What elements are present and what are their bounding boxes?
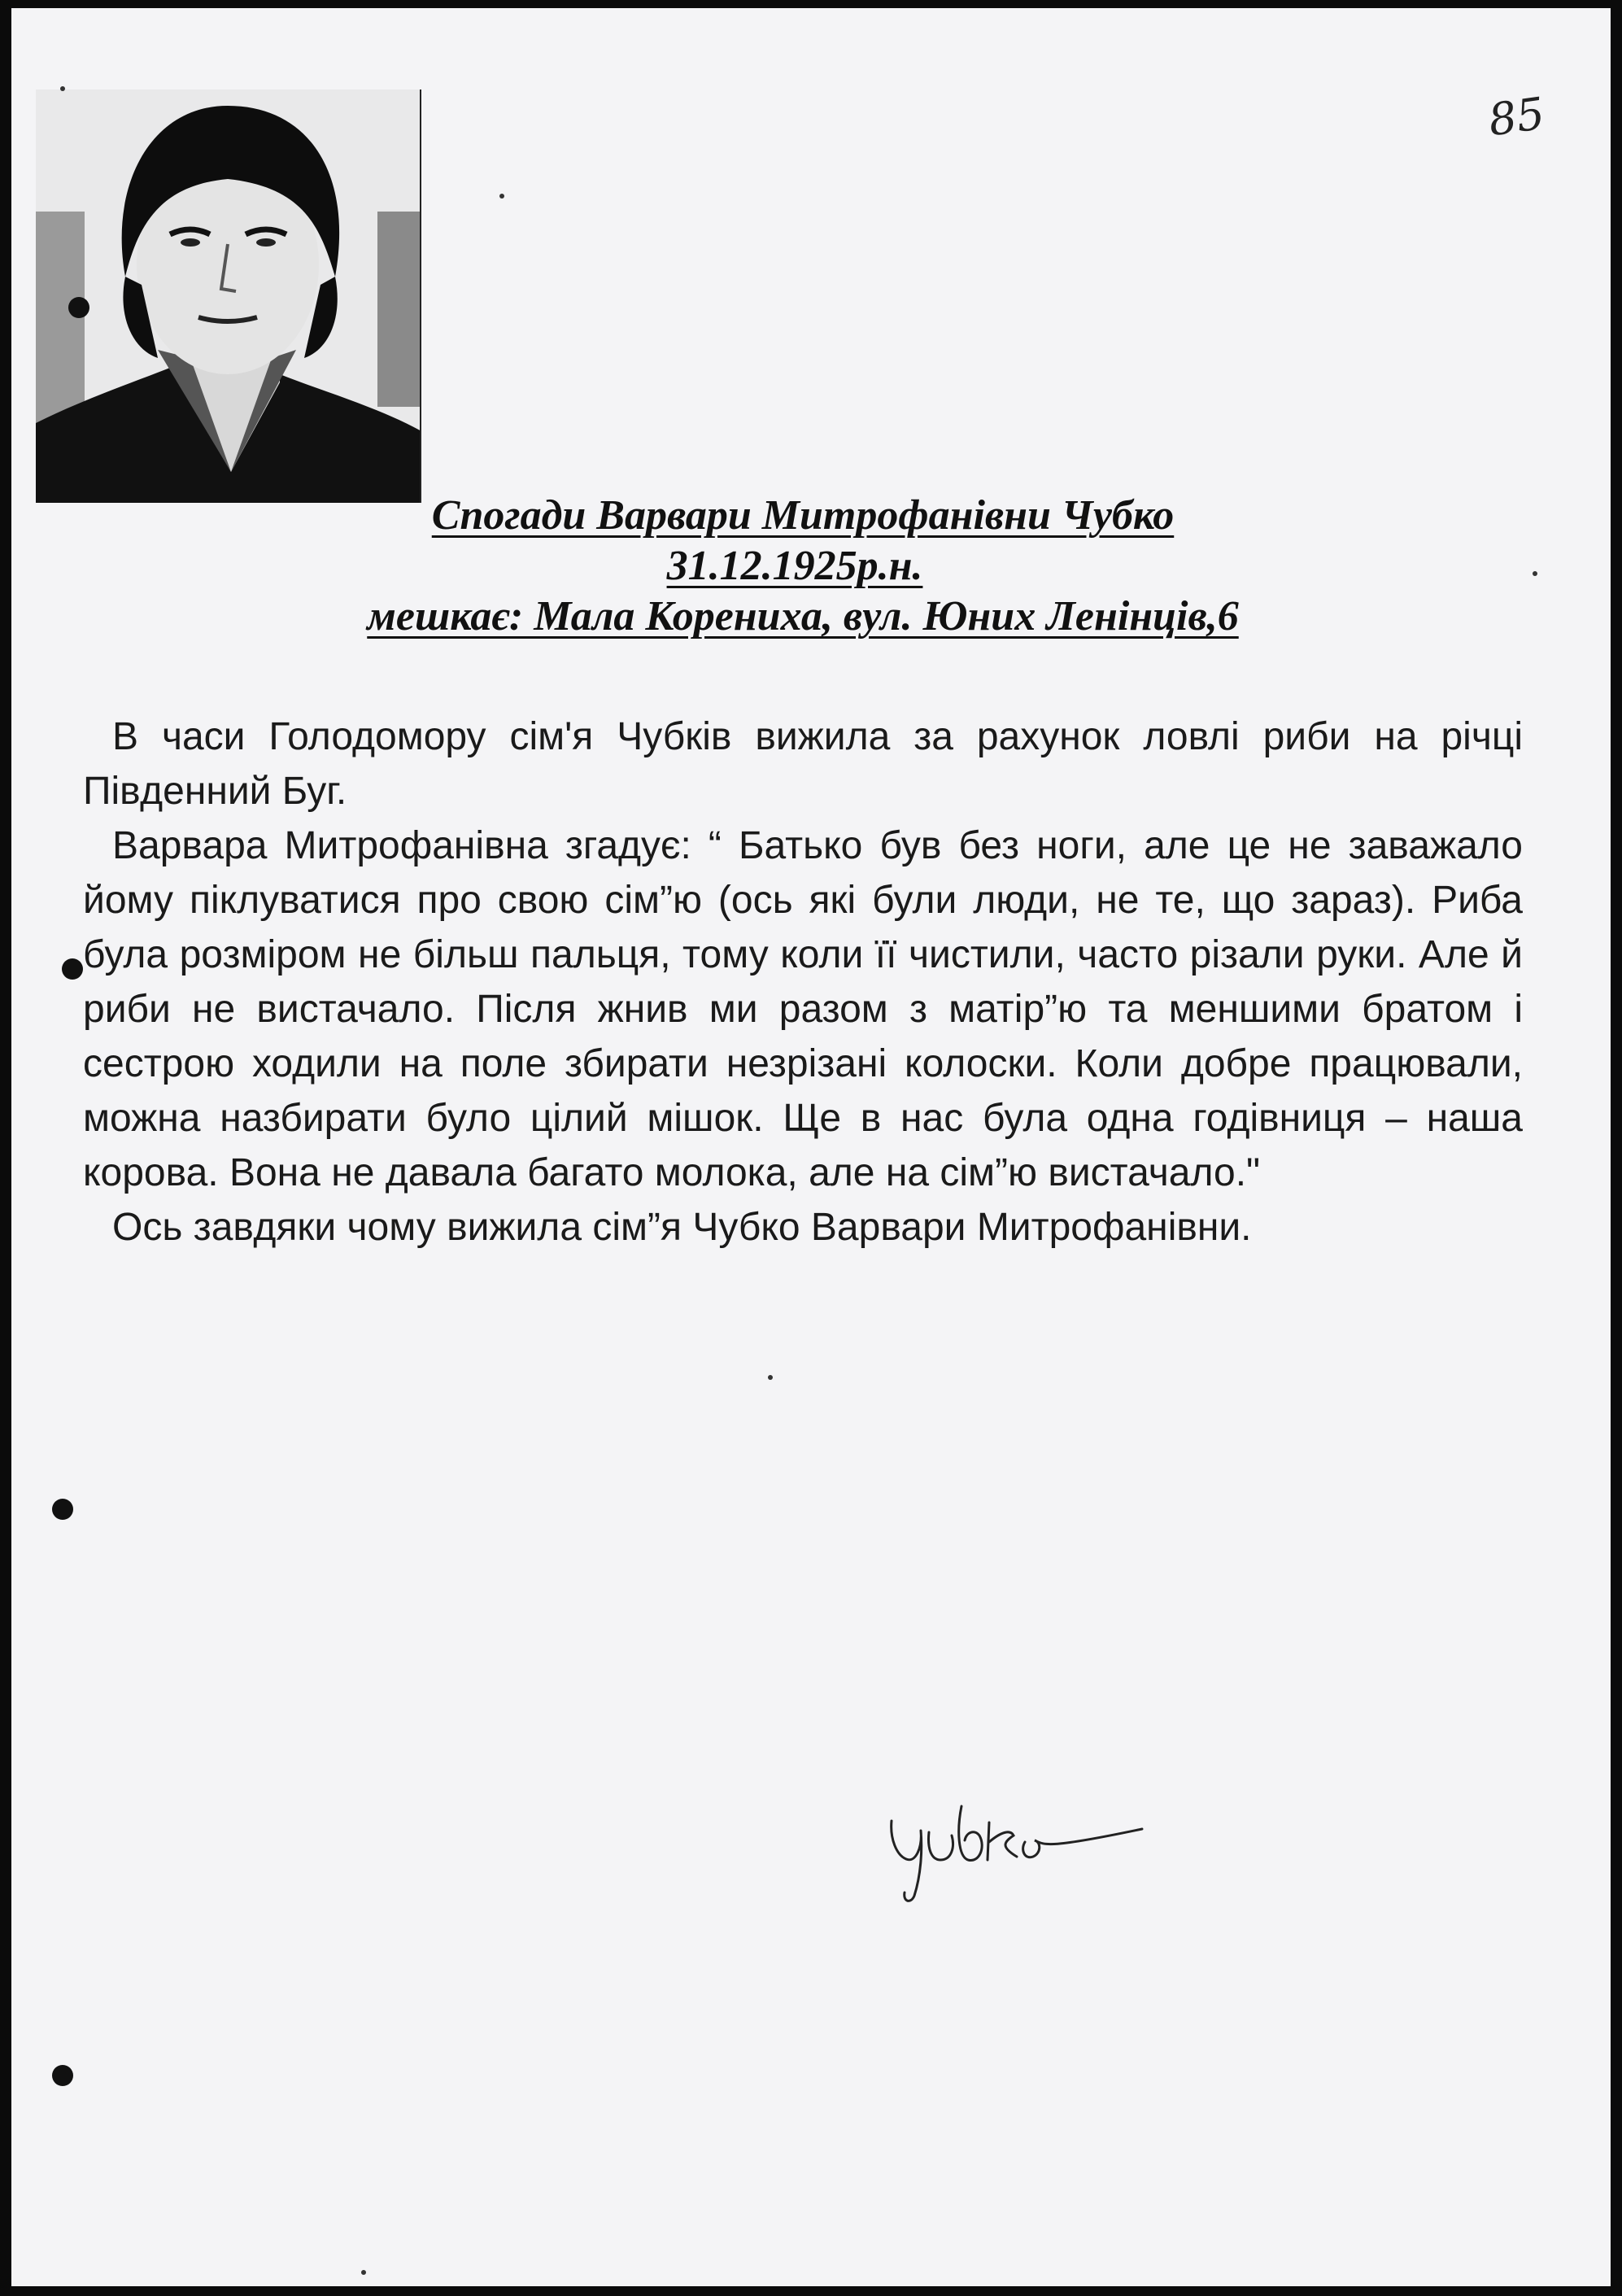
memoir-title: Спогади Варвари Митрофанівни Чубко — [431, 492, 1175, 539]
scan-speck — [499, 194, 504, 199]
page-number: 85 — [1485, 87, 1548, 146]
handwritten-signature-icon — [882, 1782, 1150, 1904]
scan-speck — [768, 1375, 773, 1380]
paragraph-1: В часи Голодомору сім'я Чубків вижила за рахунок ловлі риби на річці Південний Буг. — [83, 715, 1523, 813]
portrait-photo-icon — [36, 89, 421, 503]
birth-date: 31.12.1925р.н. — [666, 543, 923, 589]
punch-hole — [68, 297, 89, 318]
residence-address: мешкає: Мала Корениха, вул. Юних Ленінців,6 — [367, 593, 1239, 639]
paragraph-3: Ось завдяки чому вижила сім”я Чубко Варвари Митрофанівни. — [112, 1206, 1252, 1249]
document-page — [11, 8, 1611, 2286]
punch-hole — [62, 958, 83, 980]
scan-speck — [60, 86, 65, 91]
memoir-body — [83, 709, 1523, 1255]
paragraph-2: Варвара Митрофанівна згадує: “ Батько був без ноги, але це не заважало йому піклуватися про свою сім”ю (ось які були люди, не те, що зараз). Риба була розміром не більш пальця, тому коли її чистили, часто різали руки. Але й риби не вистачало. Після жнив ми разом з матір”ю та меншими братом і сестрою ходили на поле збирати незрізані колоски. Коли добре працювали, можна назбирати було цілий мішок. Ще в нас була одна годівниця – наша корова. Вона не давала багато молока, але на сім”ю вистачало." — [83, 824, 1523, 1194]
scan-speck — [1533, 571, 1537, 576]
punch-hole — [52, 1499, 73, 1520]
portrait-photo — [36, 89, 421, 503]
document-heading — [11, 491, 1611, 642]
scan-speck — [361, 2270, 366, 2275]
punch-hole — [52, 2065, 73, 2086]
